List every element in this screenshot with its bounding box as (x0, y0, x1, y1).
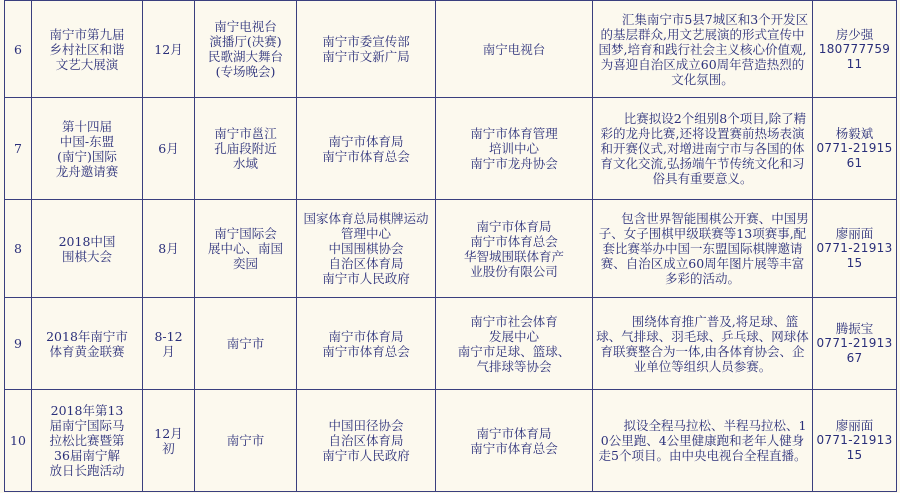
event-organizer: 南宁市体育局 南宁市体育总会 华智城围联体育产 业股份有限公司 (436, 200, 593, 298)
event-host: 国家体育总局棋牌运动 管理中心 中国围棋协会 自治区体育局 南宁市人民政府 (297, 200, 436, 298)
event-name: 南宁市第九届 乡村社区和谐 文艺大展演 (32, 1, 143, 98)
event-contact (813, 390, 897, 492)
row-number: 9 (5, 298, 32, 390)
event-description: 比赛拟设2个组别8个项目,除了精彩的龙舟比赛,还将设置赛前热场表演和开赛仪式,对增进南宁市与各国的体育文化交流,弘扬端午节传统文化和习俗具有重要意义。 (593, 98, 813, 200)
event-description: 围绕体育推广普及,将足球、篮球、气排球、羽毛球、乒乓球、网球体育联赛整合为一体,由各体育协会、企业单位等组织人员参赛。 (593, 298, 813, 390)
row-number: 7 (5, 98, 32, 200)
event-organizer: 南宁电视台 (436, 1, 593, 98)
contact-name: 廖丽面 (835, 418, 874, 433)
events-table (4, 0, 897, 492)
event-organizer: 南宁市体育管理 培训中心 南宁市龙舟协会 (436, 98, 593, 200)
contact-name: 房少强 (835, 26, 874, 42)
table-row (5, 390, 897, 492)
event-host: 南宁市委宣传部 南宁市文新广局 (297, 1, 436, 98)
event-venue: 南宁电视台 演播厅(决赛) 民歌湖大舞台 (专场晚会) (195, 1, 297, 98)
table-row (5, 298, 897, 390)
event-venue: 南宁市邕江 孔庙段附近 水域 (195, 98, 297, 200)
event-name: 2018年第13 届南宁国际马 拉松比赛暨第 36届南宁解 放日长跑活动 (32, 390, 143, 492)
contact-phone: 0771-2191561 (816, 141, 893, 170)
contact-phone: 0771-2191315 (816, 433, 893, 462)
event-time: 8月 (143, 200, 195, 298)
event-host: 南宁市体育局 南宁市体育总会 (297, 98, 436, 200)
event-venue: 南宁市 (195, 390, 297, 492)
contact-phone: 18077775911 (818, 41, 891, 71)
table-row (5, 98, 897, 200)
contact-phone: 0771-2191315 (816, 241, 893, 270)
table-row (5, 1, 897, 98)
event-venue: 南宁国际会 展中心、南国 奕园 (195, 200, 297, 298)
event-time: 8-12 月 (143, 298, 195, 390)
contact-name: 杨毅斌 (835, 126, 874, 141)
event-venue: 南宁市 (195, 298, 297, 390)
event-contact (813, 98, 897, 200)
event-description: 汇集南宁市5县7城区和3个开发区的基层群众,用文艺展演的形式宣传中国梦,培育和践行社会主义核心价值观,为喜迎自治区成立60周年营造热烈的文化氛围。 (593, 1, 813, 98)
event-name: 2018中国 围棋大会 (32, 200, 143, 298)
event-organizer: 南宁市体育局 南宁市体育总会 (436, 390, 593, 492)
contact-phone: 0771-2191367 (816, 336, 893, 365)
row-number: 6 (5, 1, 32, 98)
event-contact (813, 1, 897, 98)
event-time: 6月 (143, 98, 195, 200)
event-name: 第十四届 中国-东盟 (南宁)国际 龙舟邀请赛 (32, 98, 143, 200)
event-host: 南宁市体育局 南宁市体育总会 (297, 298, 436, 390)
event-name: 2018年南宁市 体育黄金联赛 (32, 298, 143, 390)
event-organizer: 南宁市社会体育 发展中心 南宁市足球、篮球、 气排球等协会 (436, 298, 593, 390)
event-time: 12月 初 (143, 390, 195, 492)
row-number: 8 (5, 200, 32, 298)
contact-name: 腾振宝 (835, 321, 874, 336)
contact-name: 廖丽面 (835, 226, 874, 241)
event-contact (813, 298, 897, 390)
event-host: 中国田径协会 自治区体育局 南宁市人民政府 (297, 390, 436, 492)
row-number: 10 (5, 390, 32, 492)
event-time: 12月 (143, 1, 195, 98)
event-contact (813, 200, 897, 298)
event-description: 拟设全程马拉松、半程马拉松、10公里跑、4公里健康跑和老年人健身走5个项目。由中央电视台全程直播。 (593, 390, 813, 492)
event-description: 包含世界智能围棋公开赛、中国男子、女子围棋甲级联赛等13项赛事,配套比赛举办中国一东盟国际棋牌邀请赛、自治区成立60周年图片展等丰富多彩的活动。 (593, 200, 813, 298)
table-row (5, 200, 897, 298)
